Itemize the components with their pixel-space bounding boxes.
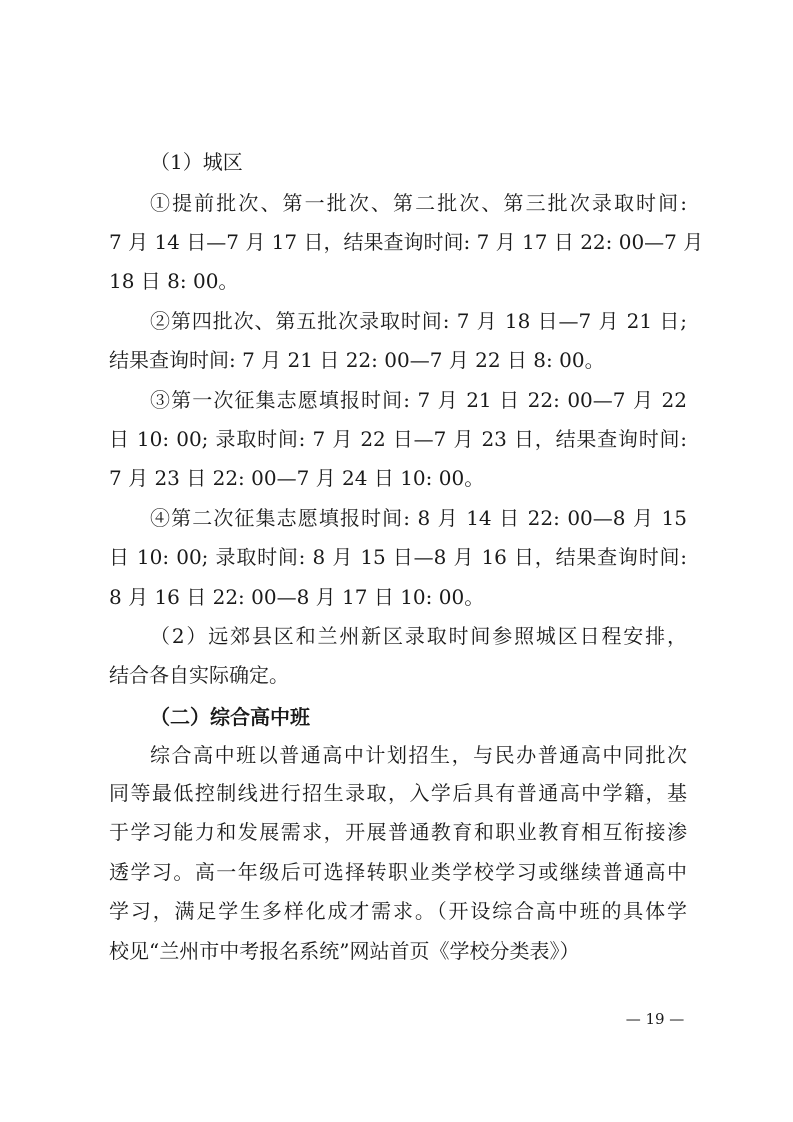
item-1-line-1: ①提前批次、第一批次、第二批次、第三批次录取时间: <box>150 191 687 215</box>
page-number: — 19 — <box>625 1010 685 1028</box>
item-4-line-1: ④第二次征集志愿填报时间: 8 月 14 日 22: 00—8 月 15 <box>150 506 687 530</box>
item-1-line-3: 18 日 8: 00。 <box>109 269 239 293</box>
item-3-line-1: ③第一次征集志愿填报时间: 7 月 21 日 22: 00—7 月 22 <box>150 388 687 412</box>
item-2-line-2: 结果查询时间: 7 月 21 日 22: 00—7 月 22 日 8: 00。 <box>109 348 605 372</box>
comprehensive-paragraph-line-6: 校见“兰州市中考报名系统”网站首页《学校分类表》） <box>109 939 580 963</box>
item-4-line-3: 8 月 16 日 22: 00—8 月 17 日 10: 00。 <box>109 585 485 609</box>
comprehensive-paragraph-line-2: 同等最低控制线进行招生录取，入学后具有普通高中学籍，基 <box>109 781 687 805</box>
item-4-line-2: 日 10: 00; 录取时间: 8 月 15 日—8 月 16 日，结果查询时间: <box>109 545 687 569</box>
suburban-paragraph-line-2: 结合各自实际确定。 <box>109 663 289 687</box>
item-3-line-3: 7 月 23 日 22: 00—7 月 24 日 10: 00。 <box>109 466 485 490</box>
section-heading-comprehensive-class: （二）综合高中班 <box>150 705 310 729</box>
comprehensive-paragraph-line-4: 透学习。高一年级后可选择转职业类学校学习或继续普通高中 <box>109 860 687 884</box>
item-1-line-2: 7 月 14 日—7 月 17 日，结果查询时间: 7 月 17 日 22: 00—7 月 <box>109 230 704 254</box>
item-3-line-2: 日 10: 00; 录取时间: 7 月 22 日—7 月 23 日，结果查询时间: <box>109 427 687 451</box>
suburban-paragraph-line-1: （2）远郊县区和兰州新区录取时间参照城区日程安排， <box>150 624 687 648</box>
comprehensive-paragraph-line-1: 综合高中班以普通高中计划招生，与民办普通高中同批次 <box>150 743 687 767</box>
item-2-line-1: ②第四批次、第五批次录取时间: 7 月 18 日—7 月 21 日; <box>150 309 687 333</box>
comprehensive-paragraph-line-3: 于学习能力和发展需求，开展普通教育和职业教育相互衔接渗 <box>109 820 687 844</box>
subsection-heading-urban: （1）城区 <box>150 150 243 174</box>
comprehensive-paragraph-line-5: 学习，满足学生多样化成才需求。（开设综合高中班的具体学 <box>109 899 687 923</box>
